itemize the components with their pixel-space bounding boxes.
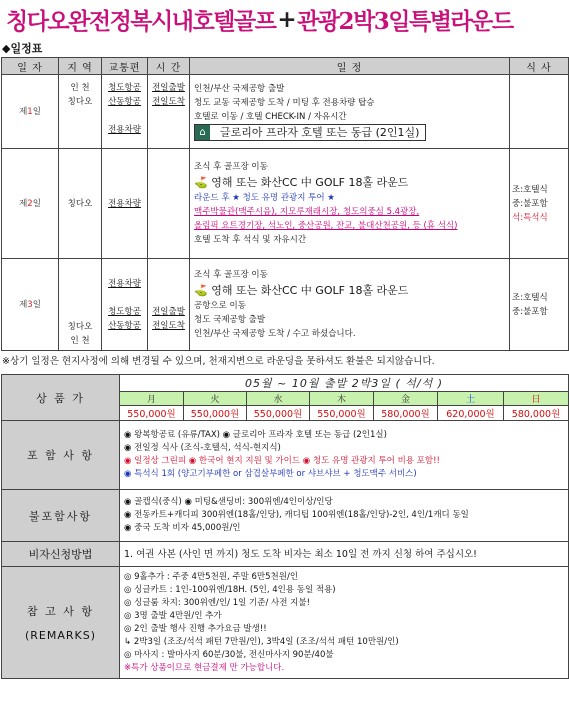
col-header-region: 지 역: [59, 58, 102, 75]
excluded-line: ◉ 전동카트+캐디피 300위엔(18홀/인당), 캐디팁 100위엔(18홀/인당)-2인, 4인/1캐디 동일: [124, 510, 469, 520]
price-mon: 550,000원: [120, 406, 184, 421]
golf-flag-icon: ⛳: [194, 284, 208, 297]
meals-cell: [510, 149, 569, 259]
price-sun: 580,000원: [504, 406, 569, 421]
remarks-label: [2, 567, 120, 679]
transport-line: [102, 109, 147, 123]
schedule-line: 조식 후 골프장 이동: [194, 162, 268, 172]
schedule-line: 호텔 도착 후 석식 및 자유시간: [194, 235, 307, 245]
golf-line: 영해 또는 화산CC 中 GOLF 18홀 라운드: [211, 284, 409, 297]
day-wed: 水: [247, 392, 310, 406]
title-part2: 관광2박3일특별라운드: [297, 7, 513, 35]
region-line: 칭다오: [67, 97, 93, 107]
transport-line: 청도항공: [108, 83, 141, 93]
price-sat: 620,000원: [438, 406, 504, 421]
meals-cell: [510, 75, 569, 149]
visa-row: [2, 542, 569, 567]
notice-text: ※상기 일정은 현지사정에 의해 변경될 수 있으며, 천재지변으로 라운딩을 못하셔도 환불은 되지않습니다.: [2, 356, 435, 367]
day-tue: 火: [184, 392, 247, 406]
title-plus: +: [277, 5, 296, 33]
price-fri: 580,000원: [374, 406, 438, 421]
transport-line: 산동항공: [108, 321, 141, 331]
remarks-label-kr: 참 고 사 항: [27, 605, 94, 618]
itinerary-header-row: [2, 58, 569, 75]
transport-line: 청도항공: [108, 307, 141, 317]
product-price-label: 상 품 가: [2, 375, 120, 421]
meal-line: 석:특석식: [512, 212, 548, 223]
col-header-meals: 식 사: [510, 58, 569, 75]
price-wed: 550,000원: [247, 406, 310, 421]
remarks-label-en: (REMARKS): [24, 629, 97, 642]
remarks-line: ※특가 상품이므로 현금결제 만 가능합니다.: [124, 662, 285, 673]
day-label: 제2일: [2, 149, 59, 259]
included-line: ◉ 특석식 1회 (양고기부페한 or 삼겹살부페한 or 샤브샤브 + 청도맥주 서비스): [124, 469, 417, 479]
itinerary-row-day2: [2, 149, 569, 259]
visa-text: 1. 여권 사본 (사인 면 까지) 청도 도착 비자는 최소 10일 전 까지 신청 하여 주십시오!: [120, 542, 569, 567]
schedule-line: 라운드 후 ★ 청도 유명 관광지 투어 ★: [194, 193, 335, 203]
day-fri: 金: [374, 392, 438, 406]
day-mon: 月: [120, 392, 184, 406]
price-period-row: [2, 375, 569, 392]
schedule-line: 공항으로 이동: [194, 301, 246, 311]
included-line: ◉ 전일정 식사 (조식-호텔식, 석식-현지식): [124, 443, 281, 453]
remarks-line: ◎ 싱글카트 : 1인-100위엔/18H. (5인, 4인용 동일 적용): [124, 584, 336, 595]
meals-cell: [510, 259, 569, 351]
remarks-line: ◎ 9홀추가 : 주중 4만5천원, 주말 6만5천원/인: [124, 571, 299, 582]
schedule-cell: [190, 259, 510, 351]
included-row: [2, 421, 569, 490]
remarks-line: ◎ 2인 출발 행사 진행 추가요금 발생!!: [124, 623, 267, 634]
meal-line: 중:불포함: [512, 306, 548, 317]
home-icon: ⌂: [195, 125, 210, 140]
schedule-line: 인천/부산 국제공항 출발: [194, 84, 285, 94]
remarks-cell: [120, 567, 569, 679]
info-table: [1, 374, 569, 679]
col-header-transport: 교통편: [102, 58, 148, 75]
visa-label: 비자신청방법: [2, 542, 120, 567]
included-label: 포 함 사 항: [2, 421, 120, 490]
time-cell: [148, 75, 190, 149]
day-label: 제3일: [2, 259, 59, 351]
col-header-time: 시 간: [148, 58, 190, 75]
col-header-day: 일 자: [2, 58, 59, 75]
region-line: 인 천: [70, 83, 90, 93]
title-part1: 칭다오완전정복시내호텔골프: [6, 7, 276, 35]
region-line: 칭다오: [67, 322, 93, 332]
itinerary-row-day3: [2, 259, 569, 351]
time-line: 전일출발: [152, 83, 185, 93]
excluded-row: [2, 490, 569, 542]
meal-line: 중:불포함: [512, 198, 548, 209]
transport-cell: [102, 259, 148, 351]
remarks-line: ◎ 3명 출발 4만원/인 추가: [124, 610, 222, 621]
meal-line: 조:호텔식: [512, 184, 548, 195]
itinerary-table: [1, 57, 569, 351]
schedule-line: 올림픽 요트경기장, 석노인, 중산공원, 잔교, 불대산천공원, 등 (휴 석식): [194, 221, 458, 231]
transport-cell: 전용차량: [102, 149, 148, 259]
golf-line: 영해 또는 화산CC 中 GOLF 18홀 라운드: [211, 176, 409, 189]
itinerary-row-day1: [2, 75, 569, 149]
meal-line: 조:호텔식: [512, 292, 548, 303]
time-line: 전일출발: [152, 307, 185, 317]
transport-line: 전용차량: [108, 125, 141, 135]
schedule-line: 호텔로 이동 / 호텔 CHECK-IN / 자유시간: [194, 112, 347, 122]
schedule-cell: [190, 149, 510, 259]
excluded-cell: [120, 490, 569, 542]
remarks-line: ◎ 싱글룸 차지: 300위엔/인/ 1일 기준/ 사전 지불!: [124, 597, 310, 608]
schedule-line: 맥주박물관(맥주시음), 지모루재래시장, 청도의중심 5.4광장,: [194, 207, 420, 217]
schedule-line: 청도 국제공항 출발: [194, 315, 266, 325]
time-cell: [148, 259, 190, 351]
remarks-line: ◎ 마사지 : 발마사지 60분/30불, 전신마사지 90분/40불: [124, 649, 334, 660]
schedule-line: 인천/부산 국제공항 도착 / 수고 하셨습니다.: [194, 329, 356, 339]
excluded-label: 불포함사항: [2, 490, 120, 542]
page-title: [0, 0, 569, 38]
transport-cell: [102, 75, 148, 149]
price-thu: 550,000원: [310, 406, 374, 421]
included-line: ◉ 왕복항공료 (유류/TAX) ◉ 글로리아 프라자 호텔 또는 동급 (2인1실): [124, 430, 387, 440]
transport-line: [102, 291, 147, 305]
excluded-line: ◉ 골캡식(중식) ◉ 미팅&샌딩비: 300위엔/4인이상/인당: [124, 497, 333, 507]
hotel-name: 글로리아 프라자 호텔 또는 동급 (2인1실): [220, 126, 420, 139]
region-line: 인 천: [70, 336, 90, 346]
remarks-line: ↳ 2박3일 (조조/석석 패턴 7만원/인), 3박4일 (조조/석석 패턴 10만원/인): [124, 636, 399, 647]
col-header-schedule: 일 정: [190, 58, 510, 75]
time-cell: [148, 149, 190, 259]
remarks-row: [2, 567, 569, 679]
time-line: 전일도착: [152, 97, 185, 107]
golf-flag-icon: ⛳: [194, 176, 208, 189]
schedule-cell: [190, 75, 510, 149]
included-line: ◉ 일정상 그린피 ◉ 한국어 현지 지원 및 가이드 ◉ 청도 유명 관광지 투어 비용 포함!!: [124, 456, 440, 466]
region-cell: 칭다오: [59, 149, 102, 259]
region-cell: [59, 259, 102, 351]
schedule-line: 청도 교동 국제공항 도착 / 미팅 후 전용차량 탑승: [194, 98, 375, 108]
day-sun: 日: [504, 392, 569, 406]
day-thu: 木: [310, 392, 374, 406]
price-period: 05월 ~ 10월 출발 2박3일 ( 석/석 ): [120, 375, 569, 392]
schedule-line: 조식 후 골프장 이동: [194, 270, 268, 280]
time-line: 전일도착: [152, 321, 185, 331]
transport-line: 산동항공: [108, 97, 141, 107]
hotel-box: [194, 124, 426, 141]
day-sat: 土: [438, 392, 504, 406]
day-label: 제1일: [2, 75, 59, 149]
region-cell: [59, 75, 102, 149]
price-tue: 550,000원: [184, 406, 247, 421]
excluded-line: ◉ 중국 도착 비자 45,000원/인: [124, 523, 241, 533]
section-label: ◆일정표: [2, 42, 43, 55]
transport-line: 전용차량: [108, 279, 141, 289]
included-cell: [120, 421, 569, 490]
